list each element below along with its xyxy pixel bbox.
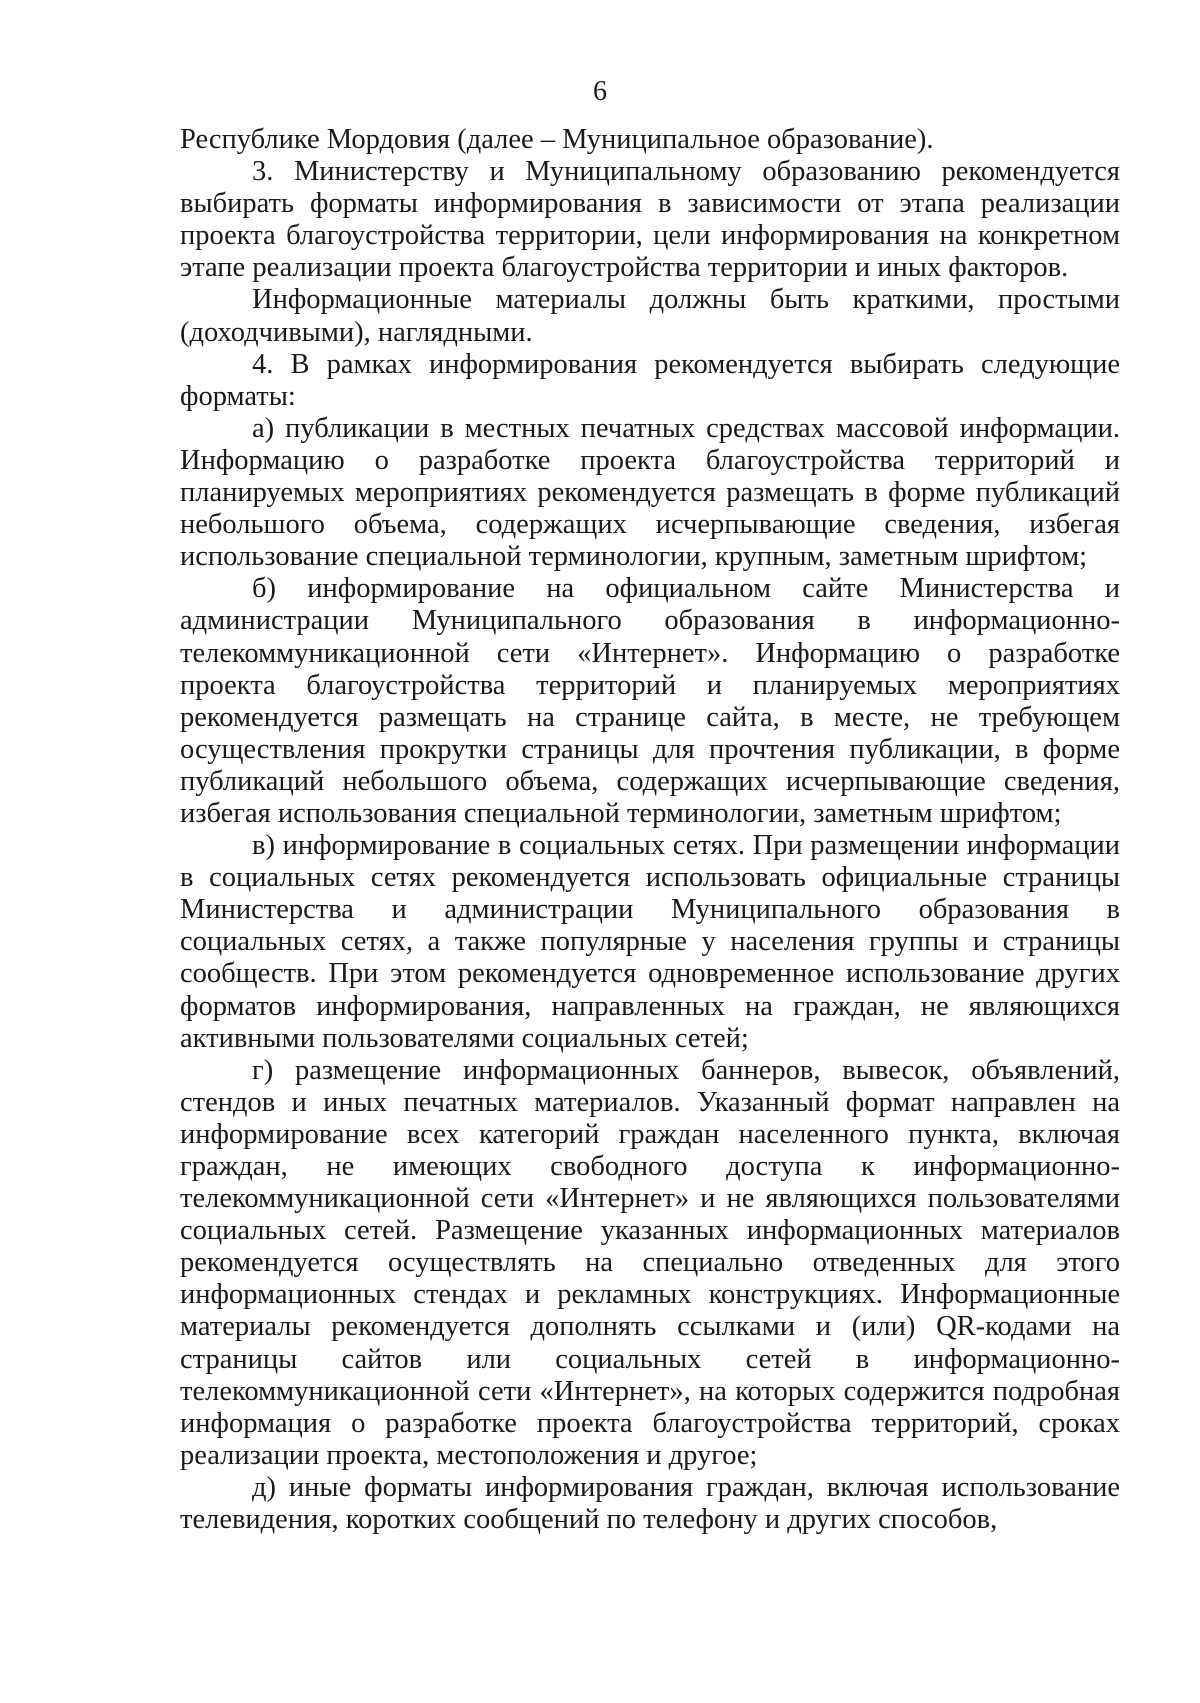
paragraph-item-3: 3. Министерству и Муниципальному образованию рекомендуется выбирать форматы информирования в зависимости от этапа реализации проекта благоустройства территории, цели информирования на конкретном этапе реализации проекта благоустройства территории и иных факторов. bbox=[180, 156, 1120, 284]
paragraph-materials: Информационные материалы должны быть краткими, простыми (доходчивыми), наглядными. bbox=[180, 284, 1120, 348]
paragraph-subitem-v: в) информирование в социальных сетях. При размещении информации в социальных сетях рекомендуется использовать официальные страницы Министерства и администрации Муниципального образования в социальных сетях, а также популярные у населения группы и страницы сообществ. При этом рекомендуется одновременное использование других форматов информирования, направленных на граждан, не являющихся активными пользователями социальных сетей; bbox=[180, 830, 1120, 1054]
page-number: 6 bbox=[593, 76, 607, 107]
paragraph-subitem-a: а) публикации в местных печатных средствах массовой информации. Информацию о разработке проекта благоустройства территорий и планируемых мероприятиях рекомендуется размещать в форме публикаций небольшого объема, содержащих исчерпывающие сведения, избегая использование специальной терминологии, крупным, заметным шрифтом; bbox=[180, 412, 1120, 573]
paragraph-continuation: Республике Мордовия (далее – Муниципальное образование). bbox=[180, 124, 934, 155]
paragraph-subitem-b: б) информирование на официальном сайте Министерства и администрации Муниципального образования в информационно-телекоммуникационной сети «Интернет». Информацию о разработке проекта благоустройства территорий и планируемых мероприятиях рекомендуется размещать на странице сайта, в месте, не требующем осуществления прокрутки страницы для прочтения публикации, в форме публикаций небольшого объема, содержащих исчерпывающие сведения, избегая использования специальной терминологии, заметным шрифтом; bbox=[180, 573, 1120, 829]
paragraph-subitem-g: г) размещение информационных баннеров, вывесок, объявлений, стендов и иных печатных материалов. Указанный формат направлен на информирование всех категорий граждан населенного пункта, включая граждан, не имеющих свободного доступа к информационно-телекоммуникационной сети «Интернет» и не являющихся пользователями социальных сетей. Размещение указанных информационных материалов рекомендуется осуществлять на специально отведенных для этого информационных стендах и рекламных конструкциях. Информационные материалы рекомендуется дополнять ссылками и (или) QR-кодами на страницы сайтов или социальных сетей в информационно-телекоммуникационной сети «Интернет», на которых содержится подробная информация о разработке проекта благоустройства территорий, сроках реализации проекта, местоположения и другое; bbox=[180, 1054, 1120, 1471]
document-body bbox=[180, 124, 1120, 1536]
paragraph-subitem-d: д) иные форматы информирования граждан, включая использование телевидения, коротких сообщений по телефону и других способов, bbox=[180, 1471, 1120, 1536]
paragraph-item-4: 4. В рамках информирования рекомендуется выбирать следующие форматы: bbox=[180, 348, 1120, 412]
